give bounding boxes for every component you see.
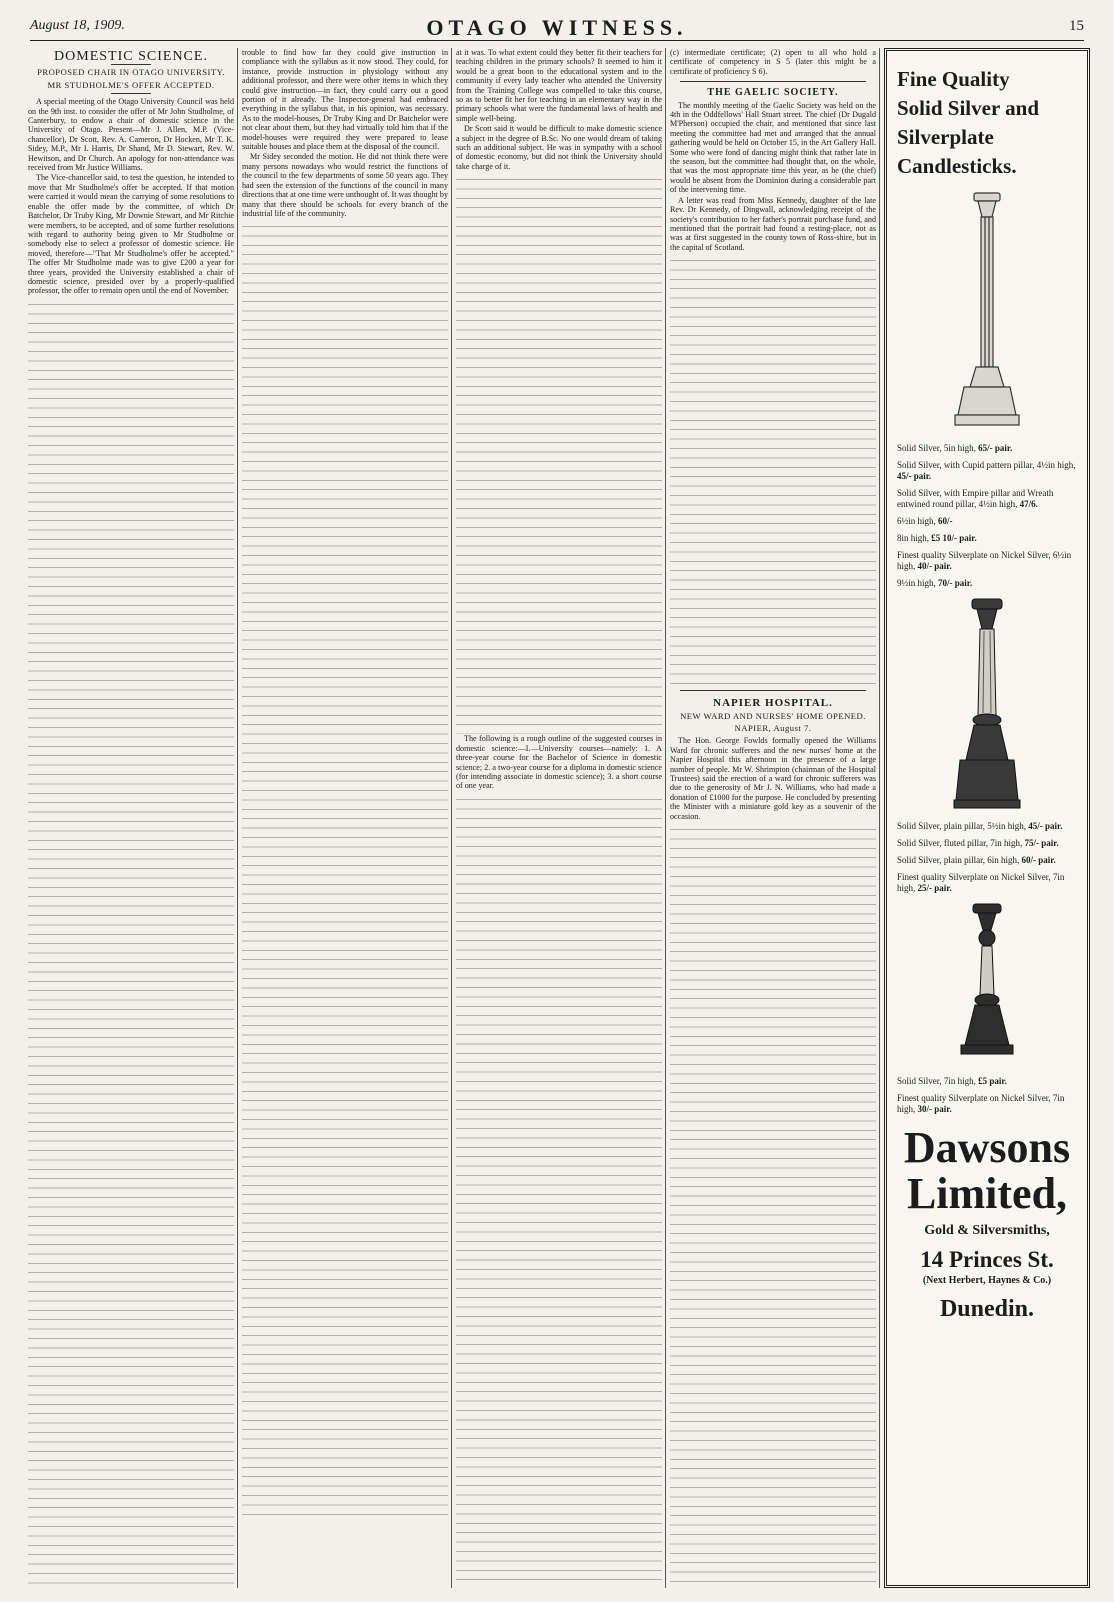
item-description: Solid Silver, 5in high, — [897, 443, 979, 453]
price-list-item — [897, 1093, 1077, 1115]
body-text-block — [456, 174, 662, 734]
price-list-a — [897, 443, 1077, 589]
price-list-item — [897, 443, 1077, 454]
article-paragraph: at it was. To what extent could they better fit their teachers for teaching children in the primary schools? It seemed to him it would be a great boon to the educational system and to the community if every lady teacher who attended the University from the Training College was compelled to take this course, so as to better fit her for teaching in an elementary way in the primary schools what were the fundamental laws of health and simple well-being. — [456, 48, 662, 123]
item-description: 6½in high, — [897, 516, 939, 526]
item-price: £5 10/- pair. — [931, 533, 977, 543]
ad-headline-line: Candlesticks. — [897, 154, 1017, 178]
item-description: Solid Silver, plain pillar, 5½in high, — [897, 821, 1029, 831]
location-note: (Next Herbert, Haynes & Co.) — [922, 1275, 1052, 1286]
price-list-c — [897, 1076, 1077, 1115]
article-paragraph: Mr Sidey seconded the motion. He did not think there were many persons nowadays who would restrict the functions of the council to the few departments of some 50 years ago. They had seen the extension of the functions of the council in many directions that at one time were unthought of. It was thought by many that there should be schools for every branch of the industrial life of the community. — [242, 152, 448, 218]
price-list-item — [897, 821, 1077, 832]
price-list-item — [897, 488, 1077, 510]
column-3 — [456, 48, 662, 1588]
column-2 — [242, 48, 448, 1588]
article-paragraph: The Vice-chancellor said, to test the question, he intended to move that Mr Studholme's offer be accepted. If that motion were carried it would mean the carrying of some resolutions to enable the offer made by the committee, of which Dr Batchelor, Dr Truby King, Mr Downie Stewart, and Mr Ritchie were members, to be accepted, and of some further resolutions with regard to authority being given to Mr Studholme or somebody else to select a professor of domestic science. He moved, therefore—"That Mr Studholme's offer be accepted." The offer Mr Studholme made was to give £200 a year for three years, provided the University established a chair of domestic science, presided over by a properly-qualified professor, the offer to remain open until the end of November. — [28, 173, 234, 296]
price-list-item — [897, 838, 1077, 849]
price-list-item — [897, 1076, 1077, 1087]
article-title-napier-hospital: NAPIER HOSPITAL. — [713, 697, 833, 710]
column-rule — [237, 48, 238, 1588]
price-list-item — [897, 872, 1077, 894]
item-price: 60/- — [938, 516, 953, 526]
shop-address: 14 Princes St. — [920, 1247, 1054, 1272]
masthead — [30, 15, 1084, 41]
item-description: Solid Silver, fluted pillar, 7in high, — [897, 838, 1025, 848]
candlestick-illustration-icon — [957, 900, 1017, 1070]
article-title-gaelic-society: THE GAELIC SOCIETY. — [707, 87, 839, 99]
article-paragraph: A letter was read from Miss Kennedy, daughter of the late Rev. Dr Kennedy, of Dingwall, acknowledging receipt of the society's contribution to her father's portrait purchase fund, and mentioned that the portrait had found a resting-place, not as was at first suggested in the county town of Ross-shire, but in the capital of Scotland. — [670, 195, 876, 252]
item-price: 45/- pair. — [1028, 821, 1063, 831]
price-list-item — [897, 460, 1077, 482]
article-paragraph: (c) intermediate certificate; (2) open to all who hold a certificate of competency in S 5 (later this might be a certificate of proficiency S 6). — [670, 48, 876, 76]
city-name: Dunedin. — [939, 1296, 1035, 1322]
ad-headline — [897, 65, 1077, 181]
item-description: 8in high, — [897, 533, 932, 543]
candlestick-illustration-icon — [952, 595, 1022, 815]
item-price: 25/- pair. — [917, 883, 952, 893]
price-list-item — [897, 516, 1077, 527]
item-price: 70/- pair. — [938, 578, 973, 588]
item-price: 47/6. — [1019, 499, 1038, 509]
price-list-item — [897, 855, 1077, 866]
divider — [680, 81, 866, 82]
dawsons-advertisement — [884, 48, 1090, 1588]
price-list-b — [897, 821, 1077, 894]
item-description: 9½in high, — [897, 578, 939, 588]
page-number: 15 — [1069, 18, 1084, 34]
article-paragraph: The Hon. George Fowlds formally opened the Williams Ward for chronic sufferers and the new nurses' home at the Napier Hospital this afternoon in the presence of a large number of people. Mr W. Shrimpton (chairman of the Hospital Trustees) said the erection of a ward for chronic sufferers was due to the generosity of Mr J. N. Williams, who had made a donation of £1000 for the purpose. He concluded by presenting the Minister with a miniature gold key as a souvenir of the occasion. — [670, 736, 876, 821]
article-paragraph: trouble to find how far they could give instruction in compliance with the syllabus as it now stood. They could, for instance, provide instruction in physiology without any additional professor, and there were other items in which they could give instruction—in fact, they could carry out a good portion of it already. The Inspector-general had embraced everything in the syllabus that, in his opinion, was necessary. As to the model-houses, Dr Truby King and Dr Batchelor were not clear about them, but they had virtually told him that if the model-houses were required they were prepared to lease suitable houses and place them at the disposal of the council. — [242, 48, 448, 152]
ad-headline-line: Fine Quality — [897, 67, 1010, 91]
item-description: Solid Silver, 7in high, — [897, 1076, 979, 1086]
column-rule — [665, 48, 666, 1588]
ad-headline-line: Silverplate — [897, 125, 994, 149]
item-description: Solid Silver, with Cupid pattern pillar, 4½in high, — [897, 460, 1076, 470]
ad-headline-line: Solid Silver and — [897, 96, 1039, 120]
article-subtitle: NEW WARD AND NURSES' HOME OPENED. — [680, 710, 866, 721]
item-price: 30/- pair. — [917, 1104, 952, 1114]
newspaper-page — [28, 48, 1090, 1588]
body-text-block — [456, 794, 662, 1588]
item-description: Finest quality Silverplate on Nickel Silver, 7in high, — [897, 1093, 1065, 1114]
article-paragraph: A special meeting of the Otago University Council was held on the 9th inst. to consider the offer of Mr John Studholme, of Canterbury, to endow a chair of domestic science in the University of Otago. Present—Mr J. Allen, M.P. (Vice-chancellor), Dr Scott, Rev. A. Cameron, Dr Hocken, Mr T. K. Sidey, M.P., Mr I. Harris, Dr Shand, Mr D. Stewart, Rev. W. Hewitson, and Dr Church. An apology for non-attendance was received from Mr Justice Williams. — [28, 97, 234, 173]
body-text-block — [670, 255, 876, 685]
item-price: 65/- pair. — [978, 443, 1013, 453]
item-description: Finest quality Silverplate on Nickel Silver, 7in high, — [897, 872, 1065, 893]
price-list-item — [897, 550, 1077, 572]
item-price: 45/- pair. — [897, 471, 932, 481]
item-description: Solid Silver, plain pillar, 6in high, — [897, 855, 1022, 865]
column-1 — [28, 48, 234, 1588]
item-price: £5 pair. — [978, 1076, 1007, 1086]
issue-date: August 18, 1909. — [30, 18, 125, 33]
body-text-block — [242, 221, 448, 1521]
article-subtitle: PROPOSED CHAIR IN OTAGO UNIVERSITY. — [37, 67, 225, 78]
article-title-domestic-science: DOMESTIC SCIENCE. — [54, 49, 208, 64]
body-text-block — [28, 299, 234, 1588]
newspaper-title: OTAGO WITNESS. — [426, 15, 688, 40]
column-4 — [670, 48, 876, 1588]
item-price: 60/- pair. — [1021, 855, 1056, 865]
trade-description: Gold & Silversmiths, — [924, 1223, 1050, 1238]
item-price: 75/- pair. — [1024, 838, 1059, 848]
column-rule — [879, 48, 880, 1588]
price-list-item — [897, 533, 1077, 544]
article-paragraph: Dr Scott said it would be difficult to make domestic science a subject in the degree of B.Sc. No one would dream of taking such an additional subject. He was in sympathy with a school of domestic economy, but did not think the University should take charge of it. — [456, 124, 662, 171]
dateline: NAPIER, August 7. — [734, 722, 812, 733]
article-paragraph: The following is a rough outline of the suggested courses in domestic science:—I.—University courses—namely: 1. A three-year course for the Bachelor of Science in domestic science; 2. a two-year course for a diploma in domestic science (for intending associate in domestic science); 3. a short course of one year. — [456, 734, 662, 791]
column-rule — [451, 48, 452, 1588]
item-price: 40/- pair. — [917, 561, 952, 571]
candlestick-illustration-icon — [952, 187, 1022, 437]
divider — [680, 690, 866, 691]
brand-name: Dawsons Limited, — [903, 1123, 1071, 1218]
divider — [111, 93, 151, 94]
item-description: Solid Silver, with Empire pillar and Wreath entwined round pillar, 4½in high, — [897, 488, 1054, 509]
divider — [111, 64, 151, 65]
article-paragraph: The monthly meeting of the Gaelic Society was held on the 4th in the Oddfellows' Hall Stuart street. The chief (Dr Dugald M'Pherson) occupied the chair, and mentioned that since last meeting the committee had met and arranged that the annual gathering would be held on October 15, in the Art Gallery Hall. Some who were fond of dancing might think that rather late in the season, but the committee had thought that, on the whole, that was the most appropriate time this year, as he (the chief) would be absent from the Dominion during a considerable part of the intervening time. — [670, 100, 876, 195]
article-subtitle-2: MR STUDHOLME'S OFFER ACCEPTED. — [47, 79, 215, 90]
price-list-item — [897, 578, 1077, 589]
item-description: Finest quality Silverplate on Nickel Silver, 6½in high, — [897, 550, 1072, 571]
body-text-block — [670, 824, 876, 1588]
